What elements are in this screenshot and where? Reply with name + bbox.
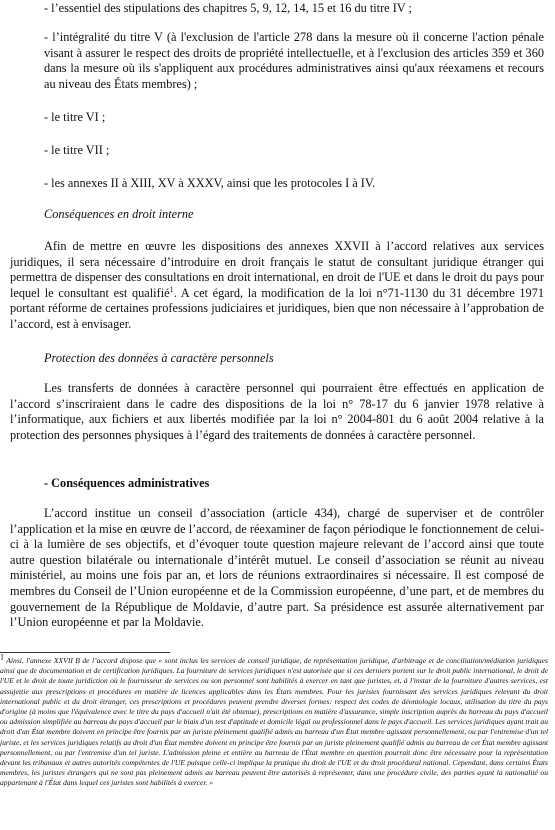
- paragraph-droit-interne-part1: Afin de mettre en œuvre les dispositions des annexes XXVII à l’accord relatives aux services juridiques, il sera nécessaire d’introduire en droit français le statut de consultant juridique étranger qui permettra de dispenser des consultations en droit international, en droit de l'UE et dans le droit du pays pour lequel le consultant est qualifié: [10, 239, 544, 300]
- footnote-reference: 1: [169, 284, 174, 294]
- footnote-number: 1: [0, 652, 4, 662]
- paragraph-droit-interne-part2: . A cet égard, la modification de la loi n°71-1130 du 31 décembre 1971 portant réforme de certaines professions judiciaires et juridiques, bien que non nécessaire à l’approbation de l’accord, est à envisager.: [10, 285, 544, 331]
- list-item-chapitres: - l’essentiel des stipulations des chapitres 5, 9, 12, 14, 15 et 16 du titre IV ;: [44, 1, 412, 15]
- footnote-separator: [0, 652, 170, 653]
- footnote: [0, 652, 548, 789]
- list-item-titre-vi: - le titre VI ;: [44, 110, 106, 124]
- paragraph-protection-donnees: Les transferts de données à caractère personnel qui pourraient être effectués en application de l’accord s’inscriraient dans le cadre des dispositions de la loi n° 78-17 du 6 janvier 1978 relative à l’informatique, aux fichiers et aux libertés modifiée par la loi n° 2004-801 du 6 août 2004 relative à la protection des personnes physiques à l’égard des traitements de données à caractère personnel.: [10, 381, 544, 442]
- list-item-titre-v: - l’intégralité du titre V (à l'exclusion de l'article 278 dans la mesure où il concerne l'action pénale visant à assurer le respect des droits de propriété intellectuelle, et à l'exclusion des articles 359 et 360 dans la mesure où ils s'appliquent aux procédures administratives ainsi qu'aux réexamens et recours au niveau des États membres) ;: [44, 30, 544, 91]
- section-heading-droit-interne: Conséquences en droit interne: [44, 207, 194, 221]
- section-heading-protection-donnees: Protection des données à caractère personnels: [44, 351, 274, 365]
- paragraph-consequences-administratives: L’accord institue un conseil d’association (article 434), chargé de superviser et de contrôler l’application et la mise en œuvre de l’accord, de réexaminer de façon périodique le fonctionnement de celui-ci à la lumière de ses objectifs, et d’évoquer toute question majeure relevant de l’accord ainsi que toute autre question bilatérale ou internationale d’intérêt mutuel. Le conseil d’association se réunit au niveau ministériel, au moins une fois par an, et lors de réunions extraordinaires si nécessaire. Il est composé de membres du Conseil de l’Union européenne et de la Commission européenne, d’une part, et de membres du gouvernement de la République de Moldavie, d’autre part. Sa présidence est assurée alternativement par l’Union européenne et par la Moldavie.: [10, 506, 544, 630]
- paragraph-droit-interne: [10, 239, 544, 333]
- list-item-titre-vii: - le titre VII ;: [44, 143, 110, 157]
- list-item-annexes: - les annexes II à XIII, XV à XXXV, ainsi que les protocoles I à IV.: [44, 176, 376, 190]
- footnote-text: Ainsi, l'annexe XXVII B de l’accord dispose que « sont inclus les services de conseil juridique, de représentation juridique, d'arbitrage et de conciliation/médiation juridiques ainsi que de documentation et de certification juridiques. La fourniture de services juridiques n'est autorisée que si ces derniers portent sur le droit public international, le droit de l'UE et le droit de toute juridiction où le fournisseur de services ou son personnel sont habilités à exercer en tant que juristes, et, à l'instar de la fourniture d'autres services, est assujettie aux prescriptions et procédures en matière de licences applicables dans les États membres. Pour les juristes fournissant des services juridiques relevant du droit international public et du droit étranger, ces prescriptions et procédures peuvent prendre diverses formes: respect des codes de déontologie locaux, utilisation du titre du pays d'origine (à moins que l'équivalence avec le titre du pays d'accueil n'ait été obtenue), prescriptions en matière d'assurance, simple inscription auprès du barreau du pays d'accueil ou admission simplifiée au barreau du pays d'accueil par le biais d'un test d'aptitude et domicile légal ou professionnel dans le pays d'accueil. Les services juridiques ayant trait au droit d'un État membre doivent en principe être fournis par un juriste pleinement qualifié admis au barreau d'un État membre agissant personnellement, ou par l'entremise d'un tel juriste, et les services juridiques relatifs au droit d'un État membre doivent en principe être fournis par un juriste pleinement qualifié admis au barreau de cet État membre agissant personnellement, ou par l'entremise d'un tel juriste. L'admission pleine et entière au barreau de l'État membre en question pourrait donc être nécessaire pour la représentation devant les tribunaux et autres autorités compétentes de l'UE puisque celle-ci implique la pratique du droit de l'UE et du droit procédural national. Cependant, dans certains États membres, les juristes étrangers qui ne sont pas pleinement admis au barreau peuvent être autorisés à représenter, dans une procédure civile, des parties ayant la nationalité ou appartenant à l'État dans lequel ces juristes sont habilités à exercer. »: [0, 656, 548, 788]
- section-heading-consequences-administratives: - Conséquences administratives: [44, 476, 210, 490]
